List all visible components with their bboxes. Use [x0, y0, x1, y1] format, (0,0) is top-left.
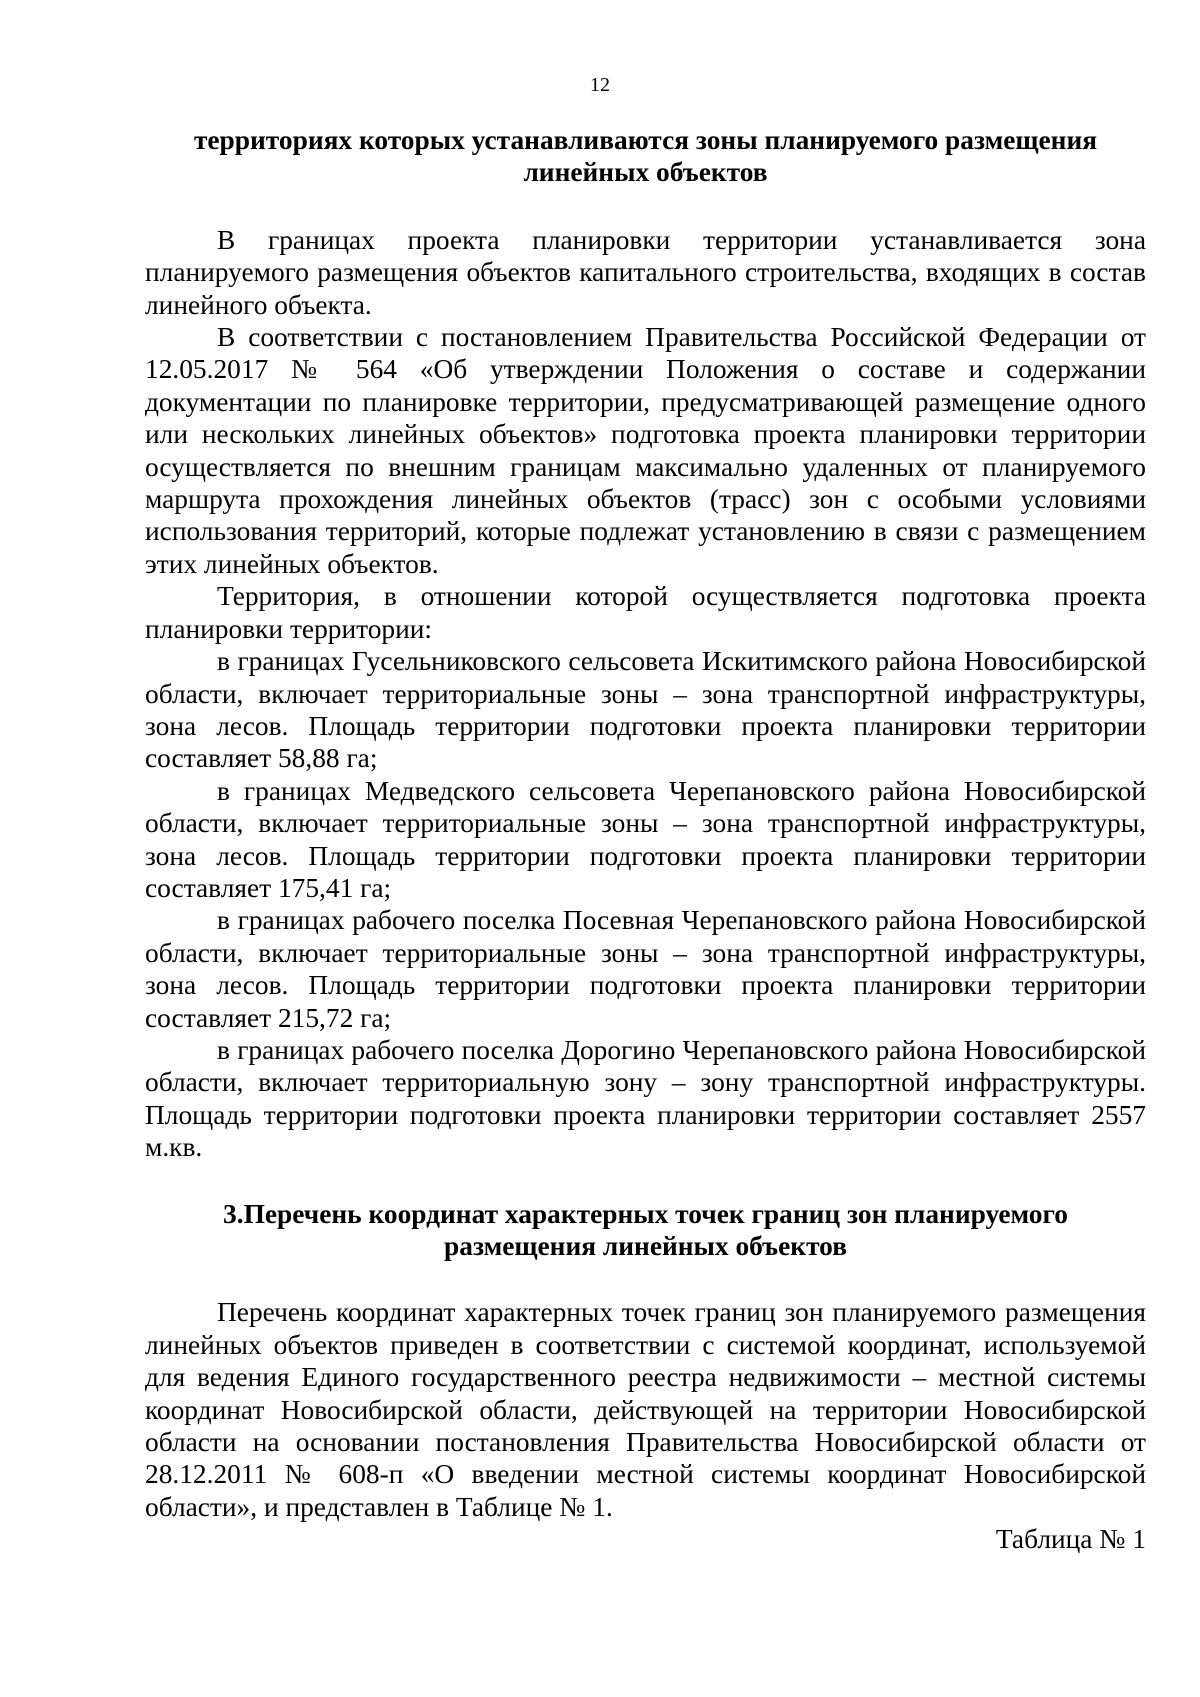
paragraph-posevnaya: в границах рабочего поселка Посевная Черепановского района Новосибирской области, включает территориальные зоны – зона транспортной инфраструктуры, зона лесов. Площадь территории подготовки проекта планировки территории составляет 215,72 га; — [145, 905, 1146, 1033]
section-2-heading-continued: территориях которых устанавливаются зоны планируемого размещения линейных объектов — [193, 125, 1098, 188]
paragraph-coordinate-system: Перечень координат характерных точек границ зон планируемого размещения линейных объектов приведен в соответствии с системой координат, используемой для ведения Единого государственного реестра недвижимости – местной системы координат Новосибирской области, действующей на территории Новосибирской области на основании постановления Правительства Новосибирской области от 28.12.2011 № 608-п «О введении местной системы координат Новосибирской области», и представлен в Таблице № 1. — [145, 1297, 1146, 1522]
paragraph-medvedsky: в границах Медведского сельсовета Черепановского района Новосибирской области, включает территориальные зоны – зона транспортной инфраструктуры, зона лесов. Площадь территории подготовки проекта планировки территории составляет 175,41 га; — [145, 775, 1146, 903]
paragraph-territory-intro: Территория, в отношении которой осуществляется подготовка проекта планировки территории: — [145, 581, 1146, 644]
paragraph-government-decree: В соответствии с постановлением Правительства Российской Федерации от 12.05.2017 № 564 «Об утверждении Положения о составе и содержании документации по планировке территории, предусматривающей размещение одного или нескольких линейных объектов» подготовка проекта планировки территории осуществляется по внешним границам максимально удаленных от планируемого маршрута прохождения линейных объектов (трасс) зон с особыми условиями использования территорий, которые подлежат установлению в связи с размещением этих линейных объектов. — [145, 322, 1146, 579]
paragraph-zone-established: В границах проекта планировки территории устанавливается зона планируемого размещения объектов капитального строительства, входящих в состав линейного объекта. — [145, 224, 1146, 320]
table-caption: Таблица № 1 — [995, 1524, 1146, 1555]
page-number: 12 — [590, 74, 610, 96]
page-content — [145, 124, 1146, 1556]
paragraph-dorogino: в границах рабочего поселка Дорогино Черепановского района Новосибирской области, включает территориальную зону – зону транспортной инфраструктуры. Площадь территории подготовки проекта планировки территории составляет 2557 м.кв. — [145, 1034, 1146, 1163]
section-3-heading: 3.Перечень координат характерных точек границ зон планируемого размещения линейных объектов — [223, 1198, 1068, 1261]
paragraph-guselnikovsky: в границах Гусельниковского сельсовета Искитимского района Новосибирской области, включает территориальные зоны – зона транспортной инфраструктуры, зона лесов. Площадь территории подготовки проекта планировки территории составляет 58,88 га; — [145, 646, 1146, 774]
